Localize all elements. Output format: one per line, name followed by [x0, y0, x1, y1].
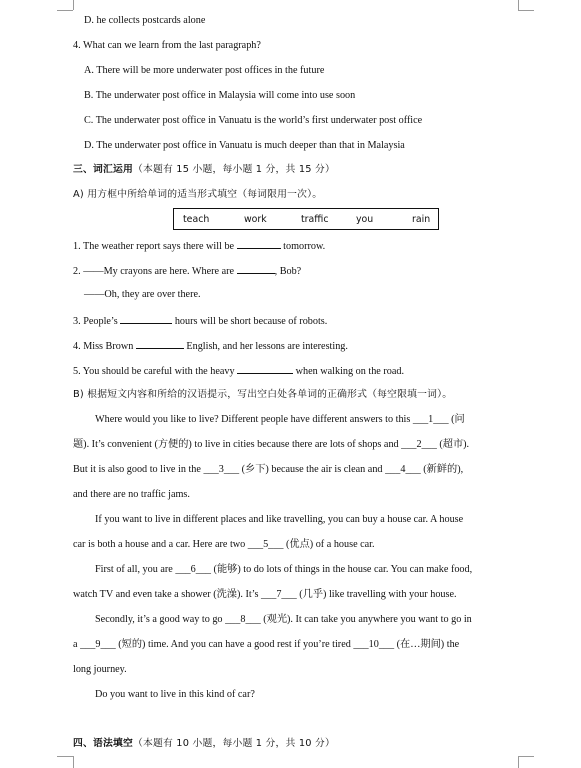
passage-line-6: car is both a house and a car. Here are two ___5___ (优点) of a house car. — [73, 539, 375, 550]
crop-mark-top-right-v — [518, 0, 519, 10]
fill-item-1: 1. The weather report says there will be tomorrow. — [73, 238, 325, 254]
part-b-instruction: B) 根据短文内容和所给的汉语提示，写出空白处各单词的正确形式（每空限填一词）。 — [73, 389, 453, 400]
crop-mark-bottom-right-v — [518, 756, 519, 768]
option-d-previous: D. he collects postcards alone — [84, 15, 206, 26]
word-you: you — [356, 214, 374, 225]
passage-line-10: a ___9___ (短的) time. And you can have a good rest if you’re tired ___10___ (在…期间) the — [73, 639, 460, 650]
word-rain: rain — [412, 214, 431, 225]
passage-line-1: Where would you like to live? Different people have different answers to this ___1___ (问 — [95, 414, 465, 425]
fill-item-4: 4. Miss Brown English, and her lessons are interesting. — [73, 338, 348, 354]
q4-option-a: A. There will be more underwater post offices in the future — [84, 65, 325, 76]
passage-line-12: Do you want to live in this kind of car? — [95, 689, 255, 700]
crop-mark-bottom-left-v — [73, 756, 74, 768]
section-4-note: （本题有 10 小题，每小题 1 分，共 10 分） — [132, 738, 335, 749]
answer-blank[interactable] — [136, 338, 184, 349]
passage-line-11: long journey. — [73, 664, 127, 675]
section-4-heading — [73, 737, 335, 751]
crop-mark-bottom-left-h — [57, 756, 73, 757]
answer-blank[interactable] — [237, 238, 281, 249]
section-3-note: （本题有 15 小题，每小题 1 分，共 15 分） — [132, 164, 335, 175]
fill-item-5: 5. You should be careful with the heavy when walking on the road. — [73, 363, 404, 379]
passage-line-2: 题). It’s convenient (方便的) to live in cities because there are lots of shops and ___2___ (超市). — [73, 439, 470, 450]
word-teach: teach — [183, 214, 210, 225]
crop-mark-top-left-h — [57, 10, 73, 11]
passage-line-5: If you want to live in different places and like travelling, you can buy a house car. A house — [95, 514, 464, 525]
word-box — [173, 208, 439, 230]
word-traffic: traffic — [301, 214, 329, 225]
passage-line-9: Secondly, it’s a good way to go ___8___ (观光). It can take you anywhere you want to go in — [95, 614, 472, 625]
q4-option-c: C. The underwater post office in Vanuatu is the world’s first underwater post office — [84, 115, 423, 126]
passage-line-4: and there are no traffic jams. — [73, 489, 190, 500]
answer-blank[interactable] — [237, 263, 275, 274]
section-3-title: 三、词汇运用 — [73, 164, 133, 175]
q4-option-d: D. The underwater post office in Vanuatu is much deeper than that in Malaysia — [84, 140, 405, 151]
fill-item-2-reply: ——Oh, they are over there. — [84, 289, 201, 300]
passage-line-7: First of all, you are ___6___ (能够) to do lots of things in the house car. You can make food, — [95, 564, 473, 575]
q4-option-b: B. The underwater post office in Malaysia will come into use soon — [84, 90, 356, 101]
crop-mark-top-right-h — [518, 10, 534, 11]
word-work: work — [244, 214, 267, 225]
question-4: 4. What can we learn from the last paragraph? — [73, 40, 261, 51]
section-3-heading — [73, 163, 335, 177]
answer-blank[interactable] — [120, 313, 172, 324]
passage-line-8: watch TV and even take a shower (洗澡). It’s ___7___ (几乎) like travelling with your house. — [73, 589, 457, 600]
crop-mark-bottom-right-h — [518, 756, 534, 757]
section-4-title: 四、语法填空 — [73, 738, 133, 749]
answer-blank[interactable] — [237, 363, 293, 374]
fill-item-2: 2. ——My crayons are here. Where are , Bob? — [73, 263, 301, 279]
crop-mark-top-left-v — [73, 0, 74, 10]
passage-line-3: But it is also good to live in the ___3___ (乡下) because the air is clean and ___4___ (新鲜的), — [73, 464, 464, 475]
part-a-instruction: A) 用方框中所给单词的适当形式填空（每词限用一次）。 — [73, 189, 323, 200]
fill-item-3: 3. People’s hours will be short because of robots. — [73, 313, 327, 329]
